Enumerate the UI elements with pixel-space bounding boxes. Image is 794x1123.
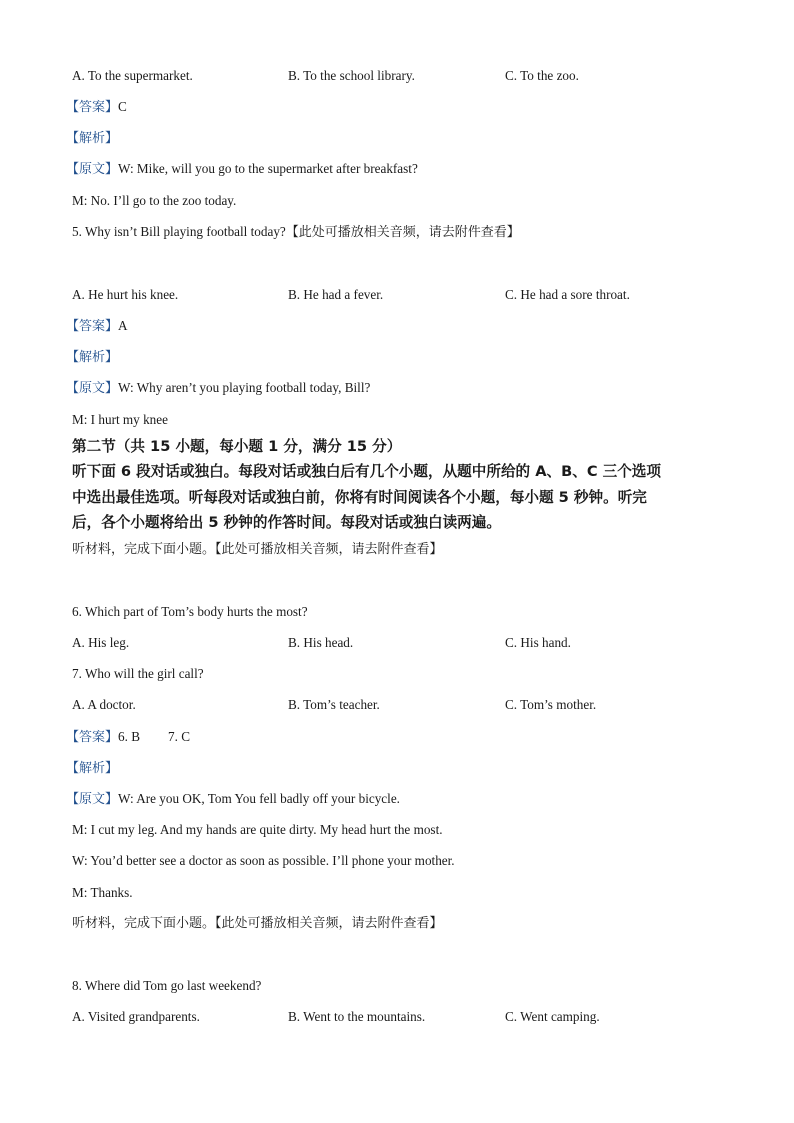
q6-answer: 6. B — [118, 729, 140, 744]
q6-option-b: B. His head. — [288, 635, 354, 650]
q8-option-b: B. Went to the mountains. — [288, 1009, 426, 1024]
answer-tag: 【答案】 — [66, 730, 119, 745]
section-instructions-1: 听下面 6 段对话或独白。每段对话或独白后有几个小题，从题中所给的 A、B、C 三个选项 — [72, 463, 661, 480]
section-heading: 第二节（共 15 小题，每小题 1 分，满分 15 分） — [72, 438, 402, 455]
q4-original-m: M: No. I’ll go to the zoo today. — [72, 193, 237, 208]
group1-original-line — [66, 790, 400, 809]
q7-question: 7. Who will the girl call? — [72, 666, 204, 681]
q7-option-b: B. Tom’s teacher. — [288, 697, 380, 712]
q5-original-w: W: Why aren’t you playing football today, Bill? — [118, 380, 371, 395]
q7-option-c: C. Tom’s mother. — [505, 697, 597, 712]
group1-answer-line — [66, 728, 190, 747]
analysis-tag: 【解析】 — [66, 350, 119, 365]
analysis-tag: 【解析】 — [66, 761, 119, 776]
q4-original-w: W: Mike, will you go to the supermarket after breakfast? — [118, 161, 418, 176]
q4-option-a: A. To the supermarket. — [72, 68, 193, 83]
answer-tag: 【答案】 — [66, 319, 119, 334]
q5-question-line — [72, 223, 520, 242]
group1-original-3: W: You’d better see a doctor as soon as possible. I’ll phone your mother. — [72, 853, 455, 868]
q5-option-a: A. He hurt his knee. — [72, 287, 179, 302]
q7-option-a: A. A doctor. — [72, 697, 136, 712]
section-instructions-2: 中选出最佳选项。听每段对话或独白前，你将有时间阅读各个小题，每小题 5 秒钟。听完 — [72, 489, 647, 506]
q5-original-m: M: I hurt my knee — [72, 412, 168, 427]
listen-prompt[interactable]: 听材料，完成下面小题。【此处可播放相关音频，请去附件查看】 — [72, 916, 443, 931]
q4-options — [72, 67, 772, 85]
q4-answer-line — [66, 98, 127, 117]
q6-option-a: A. His leg. — [72, 635, 130, 650]
q6-question: 6. Which part of Tom’s body hurts the most? — [72, 604, 308, 619]
q7-answer: 7. C — [168, 729, 190, 744]
q4-option-b: B. To the school library. — [288, 68, 415, 83]
q5-original-line — [66, 379, 370, 398]
group1-analysis-line — [66, 759, 118, 778]
original-tag: 【原文】 — [66, 381, 119, 396]
group1-original-4: M: Thanks. — [72, 885, 133, 900]
q5-analysis-line — [66, 348, 118, 367]
q6-options — [72, 634, 772, 652]
original-tag: 【原文】 — [66, 162, 119, 177]
q5-answer: A — [118, 318, 128, 333]
group1-original-1: W: Are you OK, Tom You fell badly off your bicycle. — [118, 791, 400, 806]
q8-option-a: A. Visited grandparents. — [72, 1009, 200, 1024]
q5-question: 5. Why isn’t Bill playing football today? — [72, 224, 286, 239]
q8-option-c: C. Went camping. — [505, 1009, 600, 1024]
group1-original-2: M: I cut my leg. And my hands are quite dirty. My head hurt the most. — [72, 822, 443, 837]
q8-options — [72, 1008, 772, 1026]
q6-option-c: C. His hand. — [505, 635, 571, 650]
q4-option-c: C. To the zoo. — [505, 68, 579, 83]
answer-tag: 【答案】 — [66, 100, 119, 115]
q5-audio-note[interactable]: 【此处可播放相关音频，请去附件查看】 — [285, 225, 520, 240]
analysis-tag: 【解析】 — [66, 131, 119, 146]
section-instructions-3: 后，各个小题将给出 5 秒钟的作答时间。每段对话或独白读两遍。 — [72, 514, 501, 531]
q7-options — [72, 696, 772, 714]
q5-answer-line — [66, 317, 128, 336]
q4-original-line — [66, 160, 418, 179]
q4-analysis-line — [66, 129, 118, 148]
q5-options — [72, 286, 772, 304]
original-tag: 【原文】 — [66, 792, 119, 807]
q5-option-b: B. He had a fever. — [288, 287, 384, 302]
q5-option-c: C. He had a sore throat. — [505, 287, 630, 302]
q8-question: 8. Where did Tom go last weekend? — [72, 978, 262, 993]
listen-prompt[interactable]: 听材料，完成下面小题。【此处可播放相关音频，请去附件查看】 — [72, 542, 443, 557]
q4-answer: C — [118, 99, 127, 114]
